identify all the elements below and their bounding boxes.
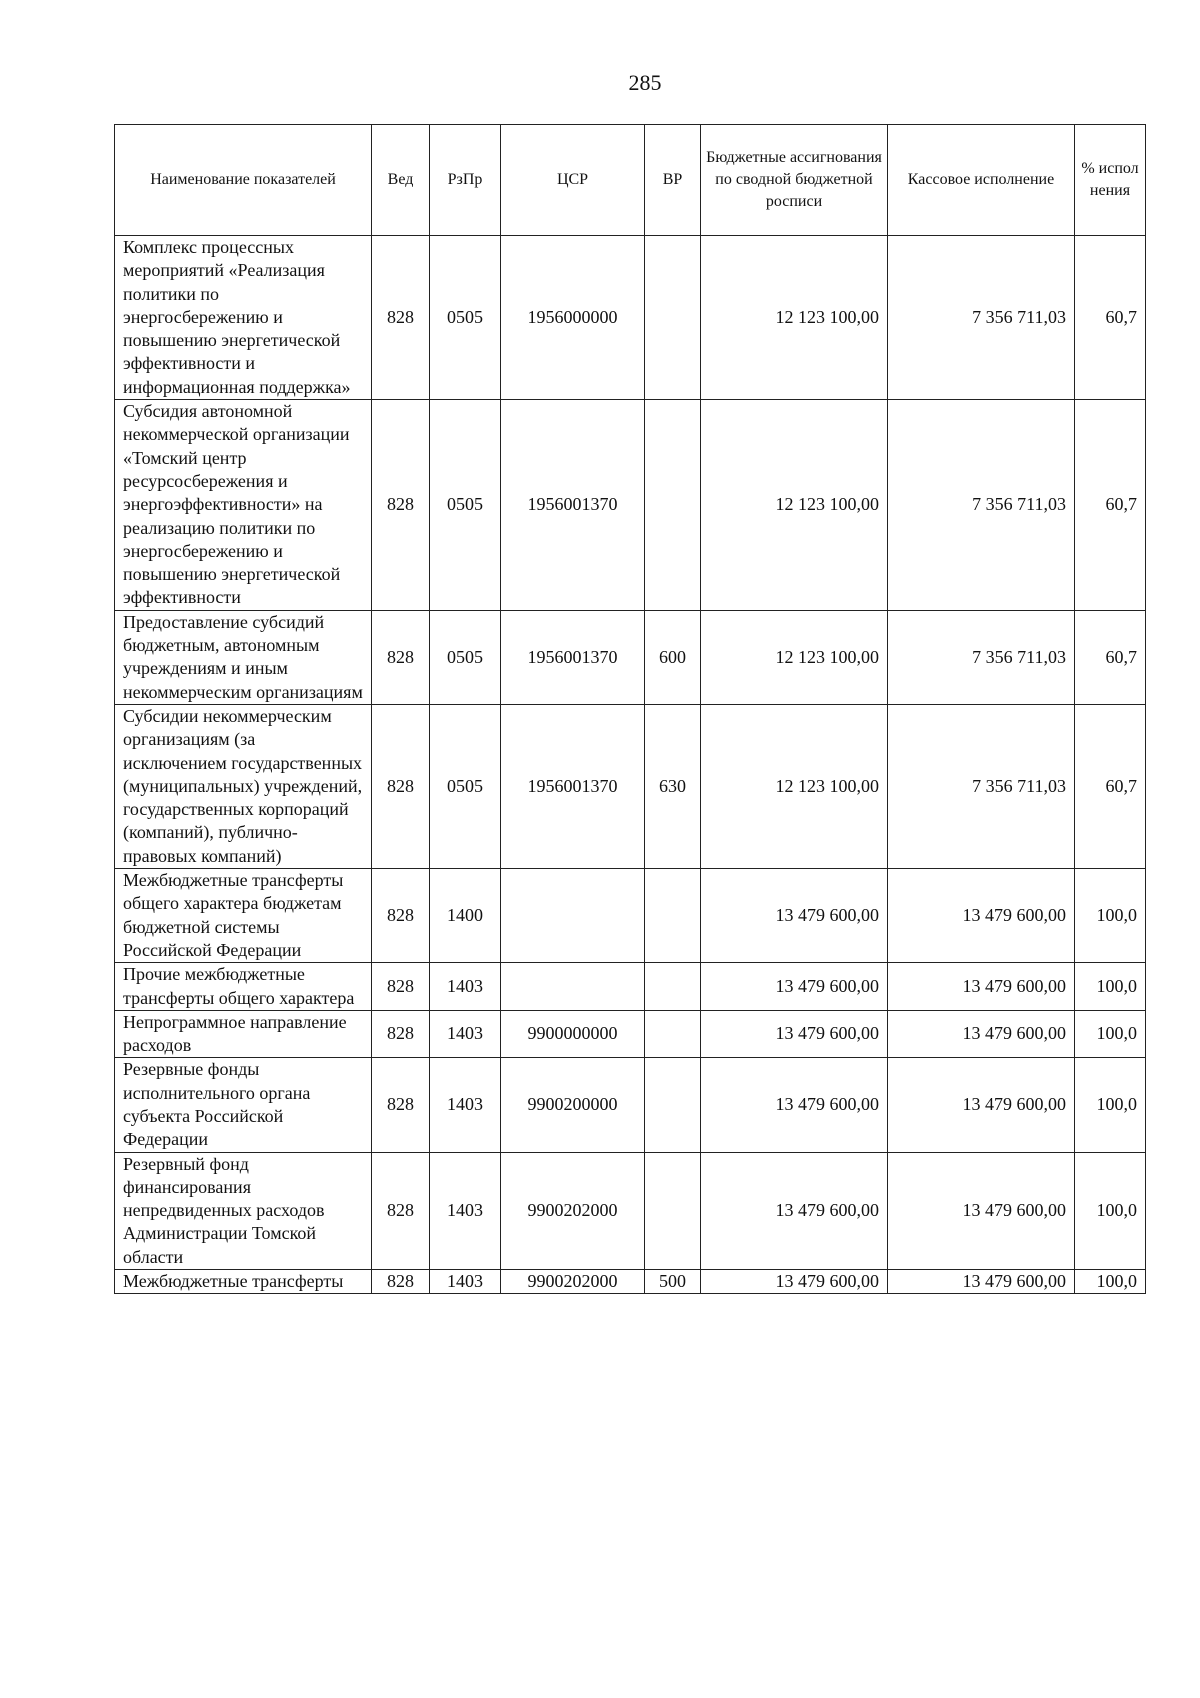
table-row <box>115 1010 1146 1058</box>
row-csr: 9900200000 <box>501 1058 645 1152</box>
row-csr: 9900000000 <box>501 1010 645 1058</box>
row-rzpr: 0505 <box>430 704 501 868</box>
row-assignments: 13 479 600,00 <box>701 1010 888 1058</box>
row-vr: 630 <box>645 704 701 868</box>
row-assignments: 12 123 100,00 <box>701 236 888 400</box>
row-csr: 9900202000 <box>501 1152 645 1269</box>
row-name: Субсидия автономной некоммерческой организации «Томский центр ресурсосбережения и энергоэффективности» на реализацию политики по энергосбережению и повышению энергетической эффективности <box>115 400 372 611</box>
row-cash-execution: 13 479 600,00 <box>888 869 1075 963</box>
table-row <box>115 963 1146 1011</box>
row-vr <box>645 1152 701 1269</box>
row-percent: 100,0 <box>1075 963 1146 1011</box>
row-csr: 1956001370 <box>501 704 645 868</box>
row-vr <box>645 236 701 400</box>
row-cash-execution: 13 479 600,00 <box>888 1270 1075 1294</box>
row-csr: 1956000000 <box>501 236 645 400</box>
row-cash-execution: 7 356 711,03 <box>888 610 1075 704</box>
budget-table <box>114 124 1146 1294</box>
row-vr <box>645 869 701 963</box>
row-cash-execution: 13 479 600,00 <box>888 1010 1075 1058</box>
header-assignments: Бюджетные ассигнования по сводной бюджетной росписи <box>701 125 888 236</box>
row-assignments: 13 479 600,00 <box>701 1058 888 1152</box>
row-csr: 1956001370 <box>501 610 645 704</box>
row-cash-execution: 7 356 711,03 <box>888 236 1075 400</box>
table-row <box>115 1058 1146 1152</box>
row-ved: 828 <box>372 869 430 963</box>
row-assignments: 13 479 600,00 <box>701 869 888 963</box>
table-row <box>115 236 1146 400</box>
row-percent: 100,0 <box>1075 1270 1146 1294</box>
header-ved: Вед <box>372 125 430 236</box>
row-rzpr: 1403 <box>430 963 501 1011</box>
row-cash-execution: 13 479 600,00 <box>888 1058 1075 1152</box>
row-name: Предоставление субсидий бюджетным, автономным учреждениям и иным некоммерческим организациям <box>115 610 372 704</box>
row-percent: 100,0 <box>1075 1152 1146 1269</box>
row-rzpr: 0505 <box>430 236 501 400</box>
row-ved: 828 <box>372 400 430 611</box>
header-rzpr: РзПр <box>430 125 501 236</box>
row-name: Прочие межбюджетные трансферты общего характера <box>115 963 372 1011</box>
header-name: Наименование показателей <box>115 125 372 236</box>
row-vr: 500 <box>645 1270 701 1294</box>
row-rzpr: 1403 <box>430 1152 501 1269</box>
row-rzpr: 1403 <box>430 1010 501 1058</box>
table-row <box>115 704 1146 868</box>
row-ved: 828 <box>372 1010 430 1058</box>
row-assignments: 12 123 100,00 <box>701 400 888 611</box>
row-assignments: 13 479 600,00 <box>701 1270 888 1294</box>
row-name: Резервные фонды исполнительного органа субъекта Российской Федерации <box>115 1058 372 1152</box>
row-rzpr: 0505 <box>430 400 501 611</box>
header-percent: % испол нения <box>1075 125 1146 236</box>
row-percent: 100,0 <box>1075 1058 1146 1152</box>
row-assignments: 12 123 100,00 <box>701 704 888 868</box>
header-cash-execution: Кассовое исполнение <box>888 125 1075 236</box>
table-row <box>115 610 1146 704</box>
table-row <box>115 869 1146 963</box>
row-ved: 828 <box>372 1152 430 1269</box>
row-percent: 60,7 <box>1075 400 1146 611</box>
row-rzpr: 0505 <box>430 610 501 704</box>
row-ved: 828 <box>372 236 430 400</box>
row-name: Непрограммное направление расходов <box>115 1010 372 1058</box>
row-name: Межбюджетные трансферты <box>115 1270 372 1294</box>
header-row <box>115 125 1146 236</box>
row-percent: 100,0 <box>1075 1010 1146 1058</box>
row-vr: 600 <box>645 610 701 704</box>
row-vr <box>645 1058 701 1152</box>
row-name: Межбюджетные трансферты общего характера бюджетам бюджетной системы Российской Федерации <box>115 869 372 963</box>
row-percent: 60,7 <box>1075 610 1146 704</box>
row-ved: 828 <box>372 704 430 868</box>
row-ved: 828 <box>372 1270 430 1294</box>
page-number: 285 <box>628 70 662 95</box>
row-csr: 9900202000 <box>501 1270 645 1294</box>
row-rzpr: 1403 <box>430 1270 501 1294</box>
row-vr <box>645 400 701 611</box>
row-vr <box>645 1010 701 1058</box>
row-name: Резервный фонд финансирования непредвиденных расходов Администрации Томской области <box>115 1152 372 1269</box>
row-cash-execution: 13 479 600,00 <box>888 1152 1075 1269</box>
row-cash-execution: 7 356 711,03 <box>888 400 1075 611</box>
row-assignments: 13 479 600,00 <box>701 963 888 1011</box>
row-ved: 828 <box>372 1058 430 1152</box>
row-rzpr: 1403 <box>430 1058 501 1152</box>
table-row <box>115 1152 1146 1269</box>
row-cash-execution: 7 356 711,03 <box>888 704 1075 868</box>
row-ved: 828 <box>372 963 430 1011</box>
row-name: Комплекс процессных мероприятий «Реализация политики по энергосбережению и повышению энергетической эффективности и информационная поддержка» <box>115 236 372 400</box>
row-assignments: 13 479 600,00 <box>701 1152 888 1269</box>
row-csr: 1956001370 <box>501 400 645 611</box>
row-vr <box>645 963 701 1011</box>
row-csr <box>501 869 645 963</box>
table-row <box>115 1270 1146 1294</box>
row-ved: 828 <box>372 610 430 704</box>
row-cash-execution: 13 479 600,00 <box>888 963 1075 1011</box>
row-percent: 100,0 <box>1075 869 1146 963</box>
row-rzpr: 1400 <box>430 869 501 963</box>
header-csr: ЦСР <box>501 125 645 236</box>
row-name: Субсидии некоммерческим организациям (за исключением государственных (муниципальных) учреждений, государственных корпораций (компаний), публично-правовых компаний) <box>115 704 372 868</box>
row-percent: 60,7 <box>1075 704 1146 868</box>
header-vr: ВР <box>645 125 701 236</box>
row-percent: 60,7 <box>1075 236 1146 400</box>
row-csr <box>501 963 645 1011</box>
table-row <box>115 400 1146 611</box>
row-assignments: 12 123 100,00 <box>701 610 888 704</box>
